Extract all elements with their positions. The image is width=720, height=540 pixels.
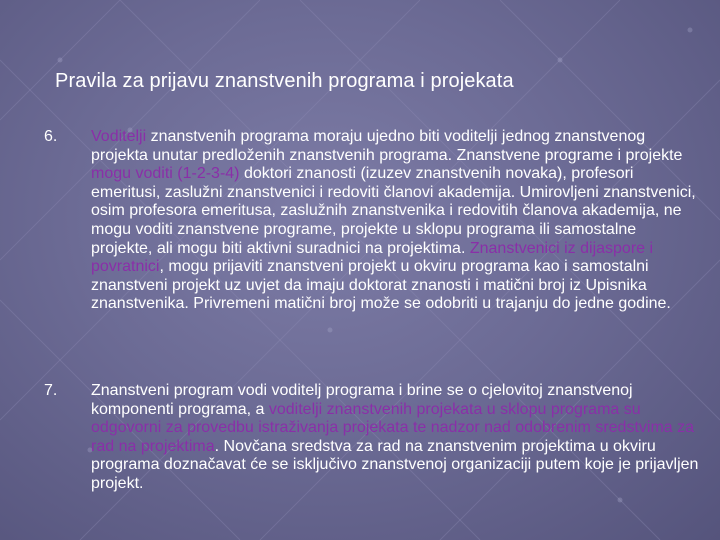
highlighted-text: voditelji znanstvenih projekata u sklopu programa su odgovorni za provedbu istraživanja projekata te nadzor nad odobrenim sredstvima za rad na projektima bbox=[91, 400, 695, 455]
item-text bbox=[91, 382, 701, 494]
highlighted-text: Znanstvenici iz dijaspore i povratnici bbox=[91, 239, 654, 276]
text-segment: znanstvenih programa moraju ujedno biti voditelji jednog znanstvenog projekta unutar predloženih znanstvenih programa. Znanstvene programe i projekte bbox=[91, 128, 683, 164]
highlighted-text: mogu voditi (1-2-3-4) bbox=[91, 165, 240, 183]
highlighted-text: Voditelji bbox=[91, 128, 147, 145]
item-number: 7. bbox=[44, 382, 58, 399]
text-segment: . Novčana sredstva za rad na znanstvenim projektima u okviru programa doznačavat će se isključivo znanstvenoj organizaciji putem koje je prijavljen projekt. bbox=[91, 437, 699, 492]
item-number: 6. bbox=[44, 128, 58, 145]
text-segment: Znanstveni program vodi voditelj programa i brine se o cjelovitoj znanstvenoj komponenti programa, a bbox=[91, 382, 633, 418]
text-segment: , mogu prijaviti znanstveni projekt u okviru programa kao i samostalni znanstveni projekt uz uvjet da imaju doktorat znanosti i matični broj iz Upisnika znanstvenika. Privremeni matični broj može se odobriti u trajanju do jedne godine. bbox=[91, 258, 671, 313]
text-segment: doktori znanosti (izuzev znanstvenih novaka), profesori emeritusi, zaslužni znanstvenici i redoviti članovi akademija. Umirovljeni znanstvenici, osim profesora emeritusa, zaslužnih znanstvenika i redovitih članova akademija, ne mogu voditi znanstvene programe, projekte u sklopu programa ili samostalne projekte, ali mogu biti aktivni suradnici na projektima. bbox=[91, 165, 696, 257]
item-text bbox=[91, 128, 701, 314]
slide-title: Pravila za prijavu znanstvenih programa i projekata bbox=[55, 70, 514, 92]
